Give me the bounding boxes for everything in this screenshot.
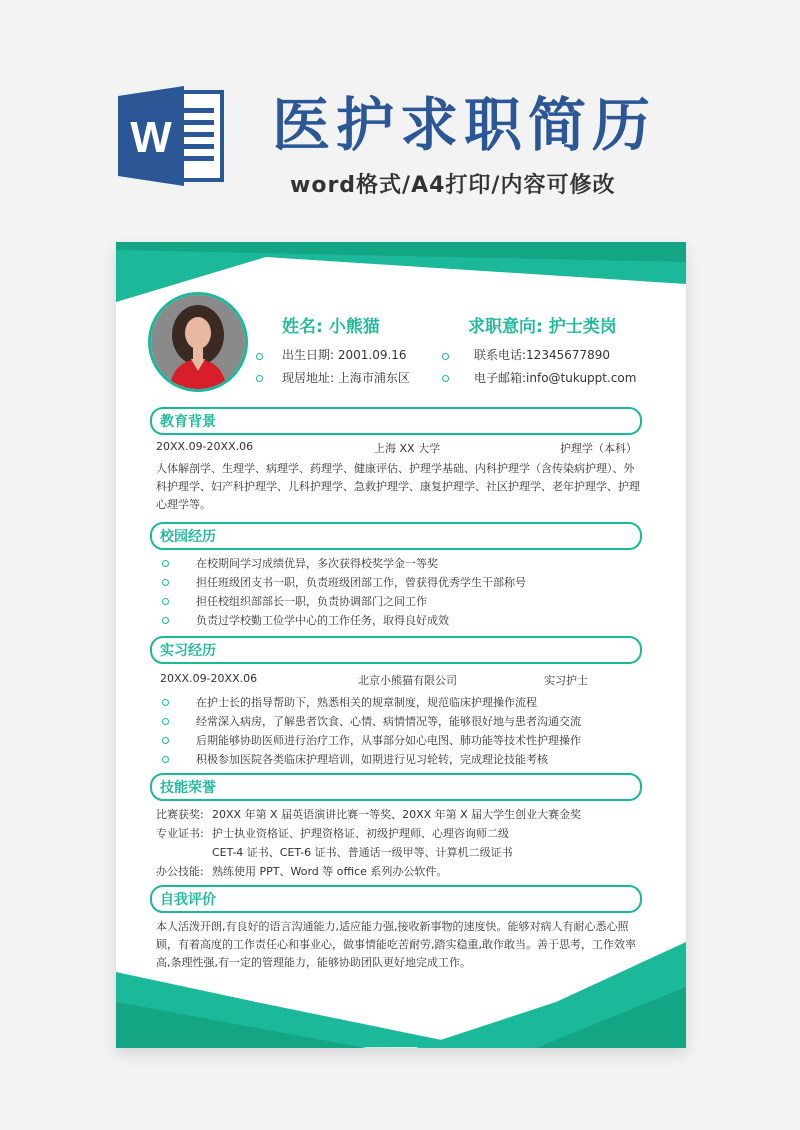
header — [0, 0, 800, 230]
word-letter: W — [130, 113, 172, 162]
bullet-icon — [256, 353, 263, 360]
internship-role: 实习护士 — [544, 674, 588, 687]
internship-item: 后期能够协助医师进行治疗工作，从事部分如心电图、肺功能等技术性护理操作 — [196, 734, 581, 747]
email: 电子邮箱:info@tukuppt.com — [474, 371, 637, 385]
section-campus-title: 校园经历 — [160, 529, 216, 545]
section-skills — [150, 773, 642, 801]
section-education-title: 教育背景 — [160, 414, 216, 430]
internship-item: 在护士长的指导帮助下，熟悉相关的规章制度，规范临床护理操作流程 — [196, 696, 537, 709]
bullet-icon — [162, 718, 169, 725]
word-icon — [118, 86, 228, 186]
bullet-icon — [162, 699, 169, 706]
campus-item: 在校期间学习成绩优异，多次获得校奖学金一等奖 — [196, 557, 438, 570]
section-self-eval-title: 自我评价 — [160, 892, 216, 908]
self-eval-text: 本人活泼开朗,有良好的语言沟通能力,适应能力强,接收新事物的速度快。能够对病人有耐心悉心照顾，有着高度的工作责任心和事业心，做事情能吃苦耐劳,踏实稳重,敢作敢当。善于思考，工作效率高,条理性强,有一定的管理能力，能够协助团队更好地完成工作。 — [156, 920, 636, 969]
bullet-icon — [162, 756, 169, 763]
cert-label: 专业证书: — [156, 827, 204, 840]
job-intent: 求职意向: 护士类岗 — [468, 317, 617, 337]
bullet-icon — [162, 560, 169, 567]
bullet-icon — [442, 375, 449, 382]
bullet-icon — [442, 353, 449, 360]
phone: 联系电话:12345677890 — [474, 348, 611, 362]
internship-item: 积极参加医院各类临床护理培训，如期进行见习轮转，完成理论技能考核 — [196, 753, 548, 766]
campus-item: 担任班级团支书一职，负责班级团部工作，曾获得优秀学生干部称号 — [196, 576, 526, 589]
education-period: 20XX.09-20XX.06 — [156, 440, 254, 453]
cert-text-2: CET-4 证书、CET-6 证书、普通话一级甲等、计算机二级证书 — [212, 846, 513, 859]
section-education — [150, 407, 642, 435]
section-self-eval — [150, 885, 642, 913]
award-text: 20XX 年第 X 届英语演讲比赛一等奖、20XX 年第 X 届大学生创业大赛金奖 — [212, 808, 582, 821]
bullet-icon — [162, 737, 169, 744]
bullet-icon — [162, 617, 169, 624]
page-subtitle: word格式/A4打印/内容可修改 — [290, 173, 616, 198]
birth-date: 出生日期: 2001.09.16 — [282, 348, 407, 362]
section-internship — [150, 636, 642, 664]
address: 现居地址: 上海市浦东区 — [282, 371, 410, 385]
campus-item: 负责过学校勤工俭学中心的工作任务，取得良好成效 — [196, 614, 449, 627]
education-courses: 人体解剖学、生理学、病理学、药理学、健康评估、护理学基础、内科护理学（含传染病护理）、外科护理学、妇产科护理学、儿科护理学、急救护理学、康复护理学、社区护理学、老年护理学、护理心理学等。 — [156, 462, 640, 511]
internship-company: 北京小熊猫有限公司 — [358, 674, 457, 687]
bullet-icon — [256, 375, 263, 382]
section-skills-title: 技能荣誉 — [160, 780, 216, 796]
avatar — [148, 292, 248, 392]
name-field: 姓名: 小熊猫 — [282, 317, 380, 337]
cert-text-1: 护士执业资格证、护理资格证、初级护理师、心理咨询师二级 — [212, 827, 509, 840]
bullet-icon — [162, 598, 169, 605]
section-internship-title: 实习经历 — [160, 643, 216, 659]
office-label: 办公技能: — [156, 865, 204, 878]
campus-item: 担任校组织部部长一职，负责协调部门之间工作 — [196, 595, 427, 608]
internship-item: 经常深入病房，了解患者饮食、心情、病情情况等，能够很好地与患者沟通交流 — [196, 715, 581, 728]
section-campus — [150, 522, 642, 550]
bullet-icon — [162, 579, 169, 586]
education-school: 上海 XX 大学 — [374, 442, 441, 455]
education-major: 护理学（本科） — [560, 442, 637, 455]
internship-period: 20XX.09-20XX.06 — [160, 672, 258, 685]
office-text: 熟练使用 PPT、Word 等 office 系列办公软件。 — [212, 865, 448, 878]
resume-paper — [116, 242, 686, 1048]
page-title: 医护求职简历 — [272, 91, 657, 159]
award-label: 比赛获奖: — [156, 808, 204, 821]
